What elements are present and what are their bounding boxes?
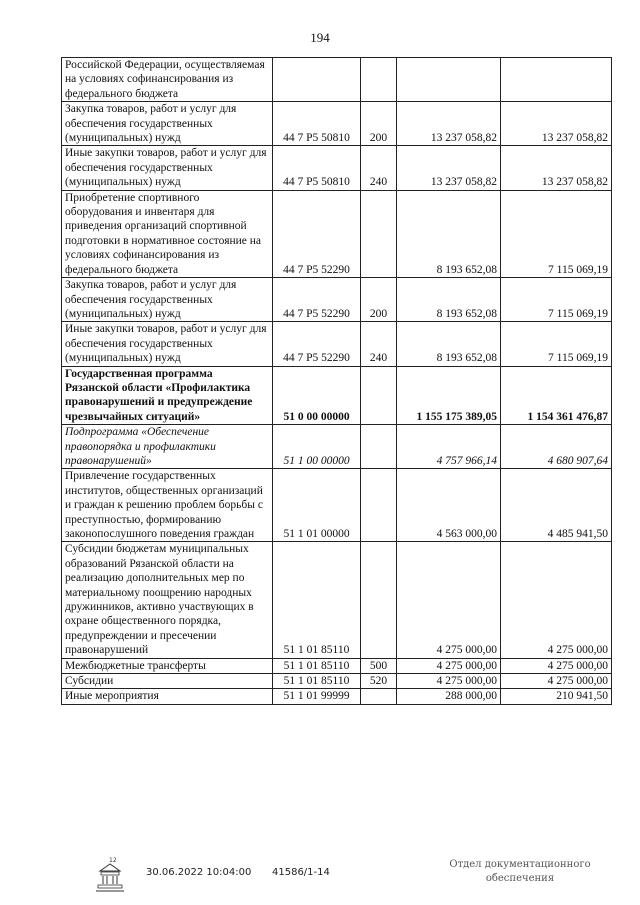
row-name: Иные закупки товаров, работ и услуг для обеспечения государственных (муниципальных) нужд [62, 146, 273, 190]
svg-text:12: 12 [109, 857, 117, 864]
table-row [62, 146, 612, 190]
row-target-code: 51 1 01 85110 [273, 658, 361, 673]
row-target-code [273, 58, 361, 102]
row-sum-executed: 4 680 907,64 [501, 425, 612, 469]
row-expense-type [361, 542, 397, 658]
row-target-code: 51 1 01 85110 [273, 542, 361, 658]
row-sum-executed: 7 115 069,19 [501, 190, 612, 277]
table-row [62, 190, 612, 277]
row-name: Иные закупки товаров, работ и услуг для обеспечения государственных (муниципальных) нужд [62, 322, 273, 366]
row-sum-planned: 4 275 000,00 [397, 542, 501, 658]
row-name: Межбюджетные трансферты [62, 658, 273, 673]
row-sum-executed: 4 275 000,00 [501, 542, 612, 658]
table-row [62, 469, 612, 542]
row-sum-executed: 1 154 361 476,87 [501, 366, 612, 425]
row-target-code: 44 7 P5 52290 [273, 278, 361, 322]
row-sum-executed [501, 58, 612, 102]
row-target-code: 51 1 01 99999 [273, 689, 361, 704]
row-sum-planned: 8 193 652,08 [397, 190, 501, 277]
row-expense-type [361, 190, 397, 277]
row-expense-type: 200 [361, 278, 397, 322]
row-expense-type [361, 469, 397, 542]
row-sum-executed: 13 237 058,82 [501, 146, 612, 190]
row-target-code: 44 7 P5 52290 [273, 190, 361, 277]
row-name: Привлечение государственных институтов, общественных организаций и граждан к решению проблем борьбы с преступностью, формированию законопослушного поведения граждан [62, 469, 273, 542]
row-target-code: 51 1 00 00000 [273, 425, 361, 469]
row-sum-executed: 210 941,50 [501, 689, 612, 704]
row-target-code: 51 1 01 85110 [273, 674, 361, 689]
row-target-code: 51 0 00 00000 [273, 366, 361, 425]
table-row [62, 102, 612, 146]
row-sum-planned: 13 237 058,82 [397, 102, 501, 146]
table-row [62, 542, 612, 658]
budget-table [61, 57, 612, 705]
table-row [62, 425, 612, 469]
document-number: 41586/1-14 [272, 867, 330, 878]
archive-logo-icon [92, 855, 128, 900]
row-name: Российской Федерации, осуществляемая на условиях софинансирования из федерального бюджета [62, 58, 273, 102]
table-row [62, 366, 612, 425]
row-name: Государственная программа Рязанской области «Профилактика правонарушений и предупреждение чрезвычайных ситуаций» [62, 366, 273, 425]
row-name: Приобретение спортивного оборудования и инвентаря для приведения организаций спортивной подготовки в нормативное состояние на условиях софинансирования из федерального бюджета [62, 190, 273, 277]
row-sum-executed: 7 115 069,19 [501, 278, 612, 322]
row-sum-planned: 4 275 000,00 [397, 658, 501, 673]
department-stamp: Отдел документационного обеспечения [449, 859, 591, 884]
row-expense-type [361, 58, 397, 102]
row-name: Закупка товаров, работ и услуг для обеспечения государственных (муниципальных) нужд [62, 102, 273, 146]
page-number: 194 [310, 30, 330, 45]
row-expense-type [361, 425, 397, 469]
row-expense-type: 520 [361, 674, 397, 689]
table-row [62, 674, 612, 689]
row-sum-executed: 4 275 000,00 [501, 658, 612, 673]
row-sum-planned: 4 275 000,00 [397, 674, 501, 689]
row-expense-type: 500 [361, 658, 397, 673]
row-sum-planned: 4 563 000,00 [397, 469, 501, 542]
row-sum-executed: 4 275 000,00 [501, 674, 612, 689]
row-sum-planned: 4 757 966,14 [397, 425, 501, 469]
row-sum-planned [397, 58, 501, 102]
table-row [62, 58, 612, 102]
row-expense-type: 240 [361, 146, 397, 190]
budget-table-body [62, 58, 612, 705]
page-footer [0, 855, 640, 900]
table-row [62, 689, 612, 704]
row-name: Субсидии бюджетам муниципальных образований Рязанской области на реализацию дополнительных мер по материальному поощрению народных дружинников, активно участвующих в охране общественного порядка, предупреждении и пресечении правонарушений [62, 542, 273, 658]
row-sum-planned: 1 155 175 389,05 [397, 366, 501, 425]
row-expense-type: 240 [361, 322, 397, 366]
row-sum-planned: 288 000,00 [397, 689, 501, 704]
row-target-code: 51 1 01 00000 [273, 469, 361, 542]
row-name: Подпрограмма «Обеспечение правопорядка и профилактики правонарушений» [62, 425, 273, 469]
row-target-code: 44 7 P5 50810 [273, 102, 361, 146]
row-sum-planned: 8 193 652,08 [397, 322, 501, 366]
row-sum-executed: 13 237 058,82 [501, 102, 612, 146]
row-target-code: 44 7 P5 50810 [273, 146, 361, 190]
row-sum-planned: 13 237 058,82 [397, 146, 501, 190]
row-sum-planned: 8 193 652,08 [397, 278, 501, 322]
row-sum-executed: 4 485 941,50 [501, 469, 612, 542]
row-expense-type [361, 689, 397, 704]
row-sum-executed: 7 115 069,19 [501, 322, 612, 366]
table-row [62, 322, 612, 366]
row-expense-type: 200 [361, 102, 397, 146]
print-datetime: 30.06.2022 10:04:00 [146, 867, 252, 878]
row-name: Иные мероприятия [62, 689, 273, 704]
table-row [62, 658, 612, 673]
row-target-code: 44 7 P5 52290 [273, 322, 361, 366]
table-row [62, 278, 612, 322]
row-expense-type [361, 366, 397, 425]
row-name: Закупка товаров, работ и услуг для обеспечения государственных (муниципальных) нужд [62, 278, 273, 322]
row-name: Субсидии [62, 674, 273, 689]
